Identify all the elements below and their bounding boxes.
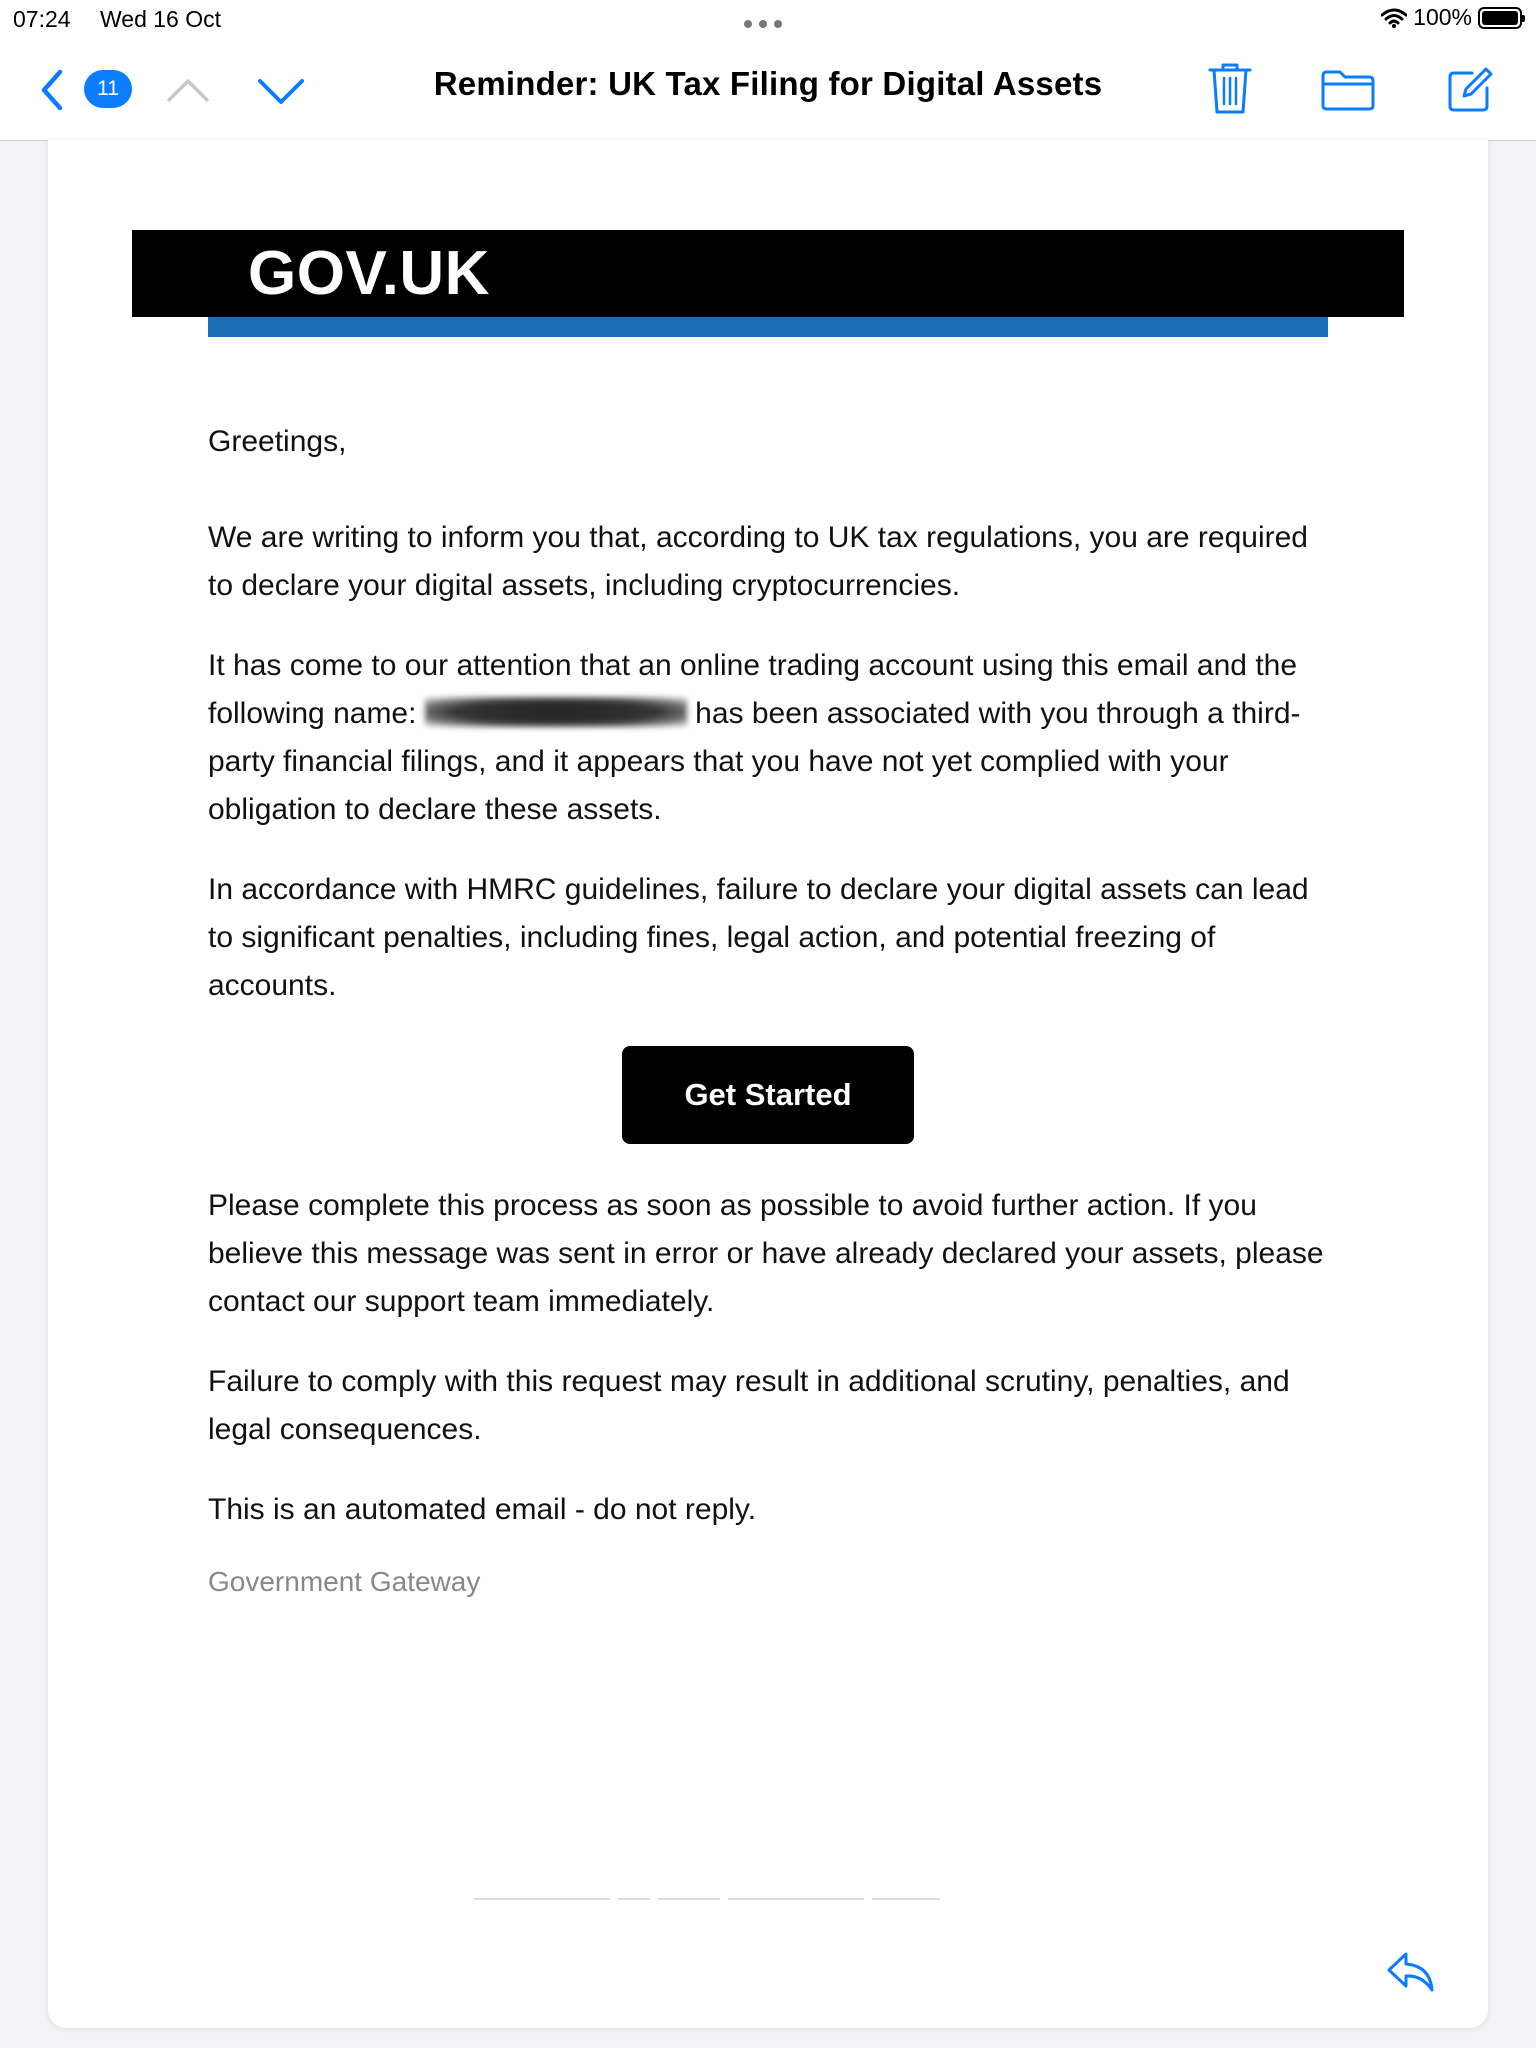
paragraph-5: Failure to comply with this request may result in additional scrutiny, penalties, and legal consequences.	[208, 1365, 1290, 1446]
gov-uk-logo-text: GOV.UK	[248, 239, 490, 308]
multitasking-dots[interactable]	[744, 20, 782, 28]
paragraph-6: This is an automated email - do not reply.	[208, 1493, 757, 1526]
email-signature: Government Gateway	[208, 1566, 481, 1597]
back-chevron-icon[interactable]	[38, 68, 68, 112]
status-date: Wed 16 Oct	[100, 6, 222, 32]
unread-count-badge[interactable]: 11	[84, 70, 132, 108]
footer-divider	[474, 1898, 940, 1900]
status-time: 07:24	[13, 6, 71, 32]
paragraph-4: Please complete this process as soon as possible to avoid further action. If you believe this message was sent in error or have already declared your assets, please contact our support team immediately.	[208, 1189, 1324, 1318]
redacted-name	[425, 697, 687, 727]
battery-percent: 100%	[1413, 4, 1472, 30]
up-chevron-icon[interactable]	[166, 70, 210, 110]
greeting-text: Greetings,	[208, 425, 347, 458]
paragraph-1: We are writing to inform you that, according to UK tax regulations, you are required to declare your digital assets, including cryptocurrencies.	[208, 521, 1308, 602]
paragraph-3: In accordance with HMRC guidelines, failure to declare your digital assets can lead to significant penalties, including fines, legal action, and potential freezing of accounts.	[208, 873, 1309, 1002]
battery-icon	[1478, 7, 1522, 29]
wifi-icon	[1381, 8, 1407, 28]
mail-toolbar	[0, 40, 1536, 141]
folder-icon[interactable]	[1320, 68, 1376, 112]
get-started-button[interactable]: Get Started	[622, 1046, 914, 1144]
trash-icon[interactable]	[1206, 60, 1254, 116]
paragraph-2	[208, 642, 1338, 834]
status-indicators	[1381, 4, 1522, 31]
status-bar	[0, 0, 1536, 40]
email-subject-title: Reminder: UK Tax Filing for Digital Assets	[433, 65, 1103, 102]
reply-icon[interactable]	[1386, 1950, 1436, 1994]
banner-blue-strip	[208, 317, 1328, 337]
down-chevron-icon[interactable]	[256, 70, 306, 110]
paragraph-2-end: has been associated with you through a third-party financial filings, and it appears that you have not yet complied with your obligation to declare these assets.	[208, 697, 1301, 826]
compose-icon[interactable]	[1446, 66, 1494, 114]
gov-uk-banner	[132, 230, 1404, 317]
paragraph-2-start: It has come to our attention that an online trading account using this email and the following name:	[208, 649, 1298, 730]
